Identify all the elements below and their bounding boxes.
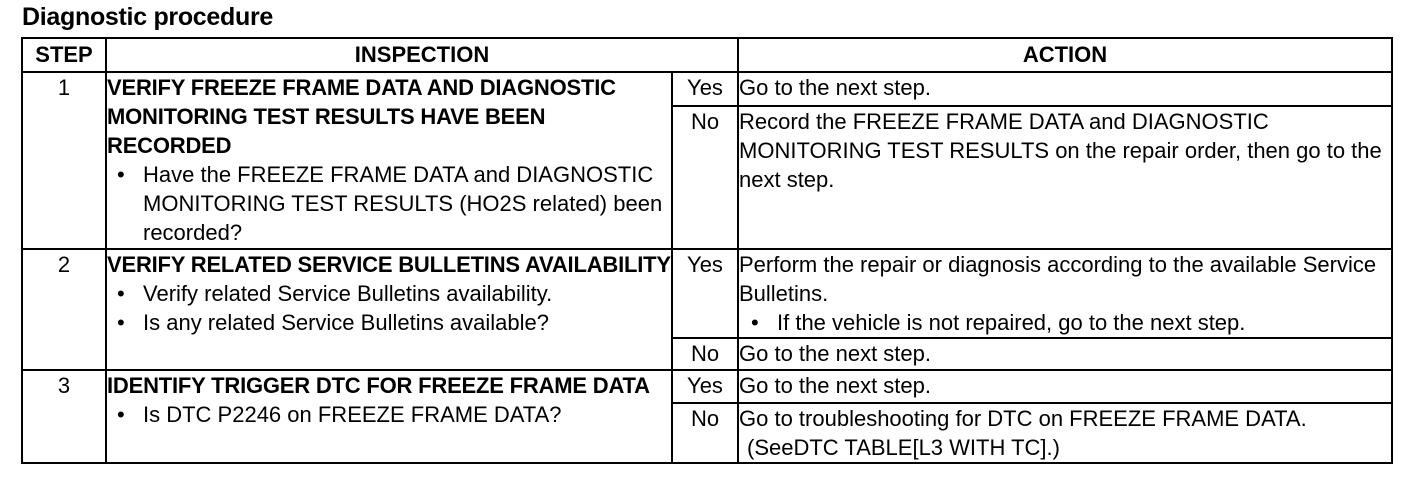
step-number: 1 (22, 72, 106, 249)
bullet-icon: • (117, 281, 125, 306)
answer-label: No (672, 106, 738, 249)
action-bullet (739, 308, 1391, 337)
action-reference: (SeeDTC TABLE[L3 WITH TC].) (747, 435, 1060, 460)
bullet-text: Is DTC P2246 on FREEZE FRAME DATA? (143, 402, 562, 427)
inspection-bullet (107, 279, 671, 308)
column-header-inspection: INSPECTION (106, 38, 738, 72)
inspection-cell (106, 370, 672, 463)
inspection-bullet (107, 160, 671, 247)
bullet-text: Is any related Service Bulletins available? (143, 310, 550, 335)
inspection-title: VERIFY RELATED SERVICE BULLETINS AVAILABILITY (107, 252, 671, 277)
inspection-bullet (107, 400, 671, 429)
answer-label: Yes (672, 249, 738, 338)
inspection-cell (106, 249, 672, 370)
table-row (22, 72, 1392, 106)
action-cell (738, 403, 1392, 463)
bullet-icon: • (117, 310, 125, 335)
action-text: Perform the repair or diagnosis according to the available Service Bulletins. (739, 252, 1377, 306)
answer-label: No (672, 338, 738, 370)
inspection-cell (106, 72, 672, 249)
step-number: 2 (22, 249, 106, 370)
action-text: Go to troubleshooting for DTC on FREEZE FRAME DATA. (739, 406, 1307, 431)
action-text: Go to the next step. (738, 72, 1392, 106)
bullet-icon: • (751, 310, 759, 335)
bullet-text: If the vehicle is not repaired, go to the next step. (777, 310, 1246, 335)
action-text: Go to the next step. (738, 370, 1392, 403)
table-row (22, 370, 1392, 403)
inspection-bullet (107, 308, 671, 337)
action-text: Record the FREEZE FRAME DATA and DIAGNOSTIC MONITORING TEST RESULTS on the repair order, then go to the next step. (738, 106, 1392, 249)
answer-label: Yes (672, 370, 738, 403)
bullet-icon: • (117, 162, 125, 187)
answer-label: Yes (672, 72, 738, 106)
diagnostic-procedure-table (21, 37, 1393, 464)
table-row (22, 249, 1392, 338)
bullet-text: Have the FREEZE FRAME DATA and DIAGNOSTIC MONITORING TEST RESULTS (HO2S related) been recorded? (143, 162, 663, 245)
column-header-action: ACTION (738, 38, 1392, 72)
action-cell (738, 249, 1392, 338)
column-header-step: STEP (22, 38, 106, 72)
inspection-title: VERIFY FREEZE FRAME DATA AND DIAGNOSTIC MONITORING TEST RESULTS HAVE BEEN RECORDED (107, 75, 616, 158)
action-text: Go to the next step. (738, 338, 1392, 370)
bullet-icon: • (117, 402, 125, 427)
table-header-row (22, 38, 1392, 72)
inspection-title: IDENTIFY TRIGGER DTC FOR FREEZE FRAME DATA (107, 373, 650, 398)
answer-label: No (672, 403, 738, 463)
page-title: Diagnostic procedure (22, 3, 273, 31)
bullet-text: Verify related Service Bulletins availability. (143, 281, 553, 306)
step-number: 3 (22, 370, 106, 463)
